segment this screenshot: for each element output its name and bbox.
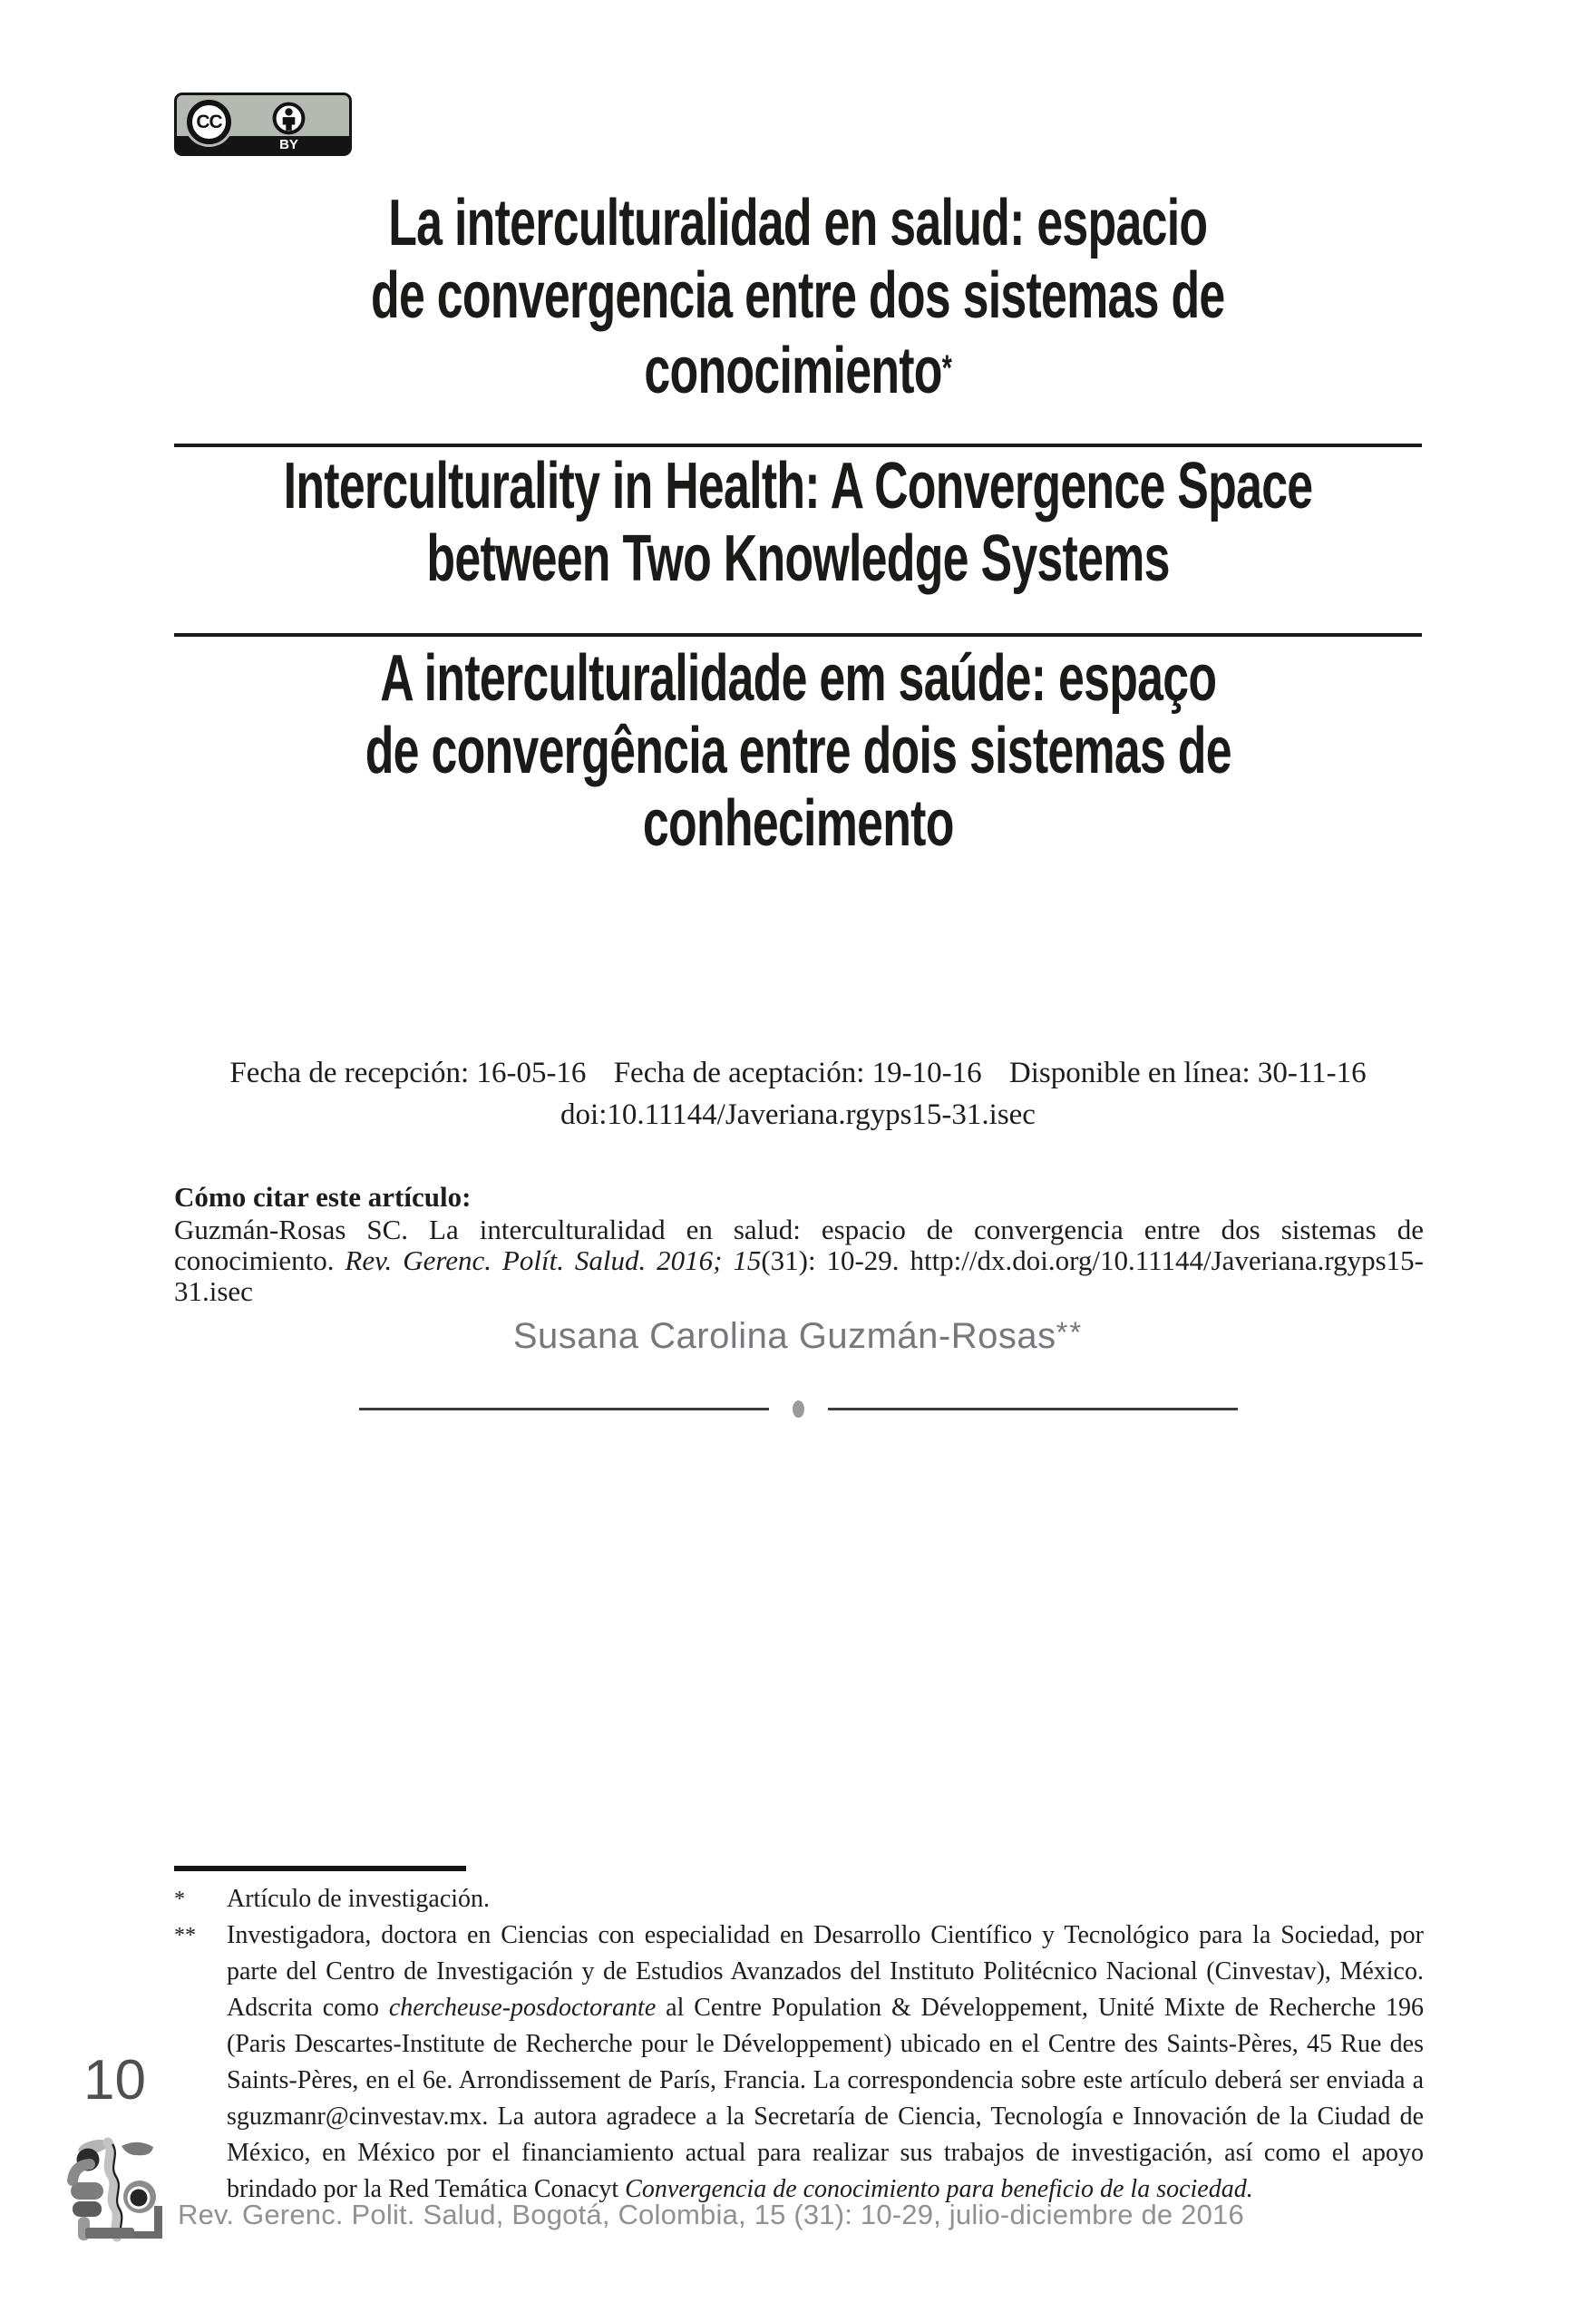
citation-block [174,1182,1424,1307]
journal-footer: Rev. Gerenc. Polit. Salud, Bogotá, Colombia, 15 (31): 10-29, julio-diciembre de 2016 [178,2199,1244,2230]
author-name: Susana Carolina Guzmán-Rosas** [512,1315,1084,1356]
footnote-marker-2: ** [174,1924,196,1947]
title-spanish-line-1: La interculturalidad en salud: espacio [388,187,1208,259]
title-english [0,450,1596,595]
title-spanish-line-3: conocimiento* [644,335,952,407]
divider-right-line [828,1408,1238,1410]
title-portuguese-line-3: conhecimento [642,787,954,860]
by-label: BY [279,137,298,152]
title-footnote-asterisk: * [941,348,952,388]
online-date: Disponible en línea: 30-11-16 [1008,1057,1367,1089]
footnote-italic-network: Convergencia de conocimiento para beneficio de la sociedad. [625,2175,1253,2203]
decorative-divider [0,1400,1596,1418]
footnote-text-1: Artículo de investigación. [227,1885,491,1913]
journal-logo-icon [65,2137,169,2246]
title-spanish [0,187,1596,407]
divider-left-line [359,1408,769,1410]
accepted-date: Fecha de aceptación: 19-10-16 [613,1057,982,1089]
footnote-separator-rule [174,1866,466,1871]
cc-label: CC [196,111,222,132]
author-footnote-mark: ** [1056,1315,1084,1349]
citation-journal-name: Rev. Gerenc. Polít. Salud. 2016; 15 [345,1244,762,1276]
footnote-italic-role: chercheuse-posdoctorante [388,1994,657,2022]
footnote-text-2: Investigadora, doctora en Ciencias con especialidad en Desarrollo Científico y Tecnológico para la Sociedad, por parte del Centro de Investigación y de Estudios Avanzados del Instituto Politécnico Nacional (Cinvestav), México. Adscrita como chercheuse-posdoctorante al Centre Population & Développement, Unité Mixte de Recherche 196 (Paris Descartes-Institute de Recherche pour le Développement) ubicado en el Centre des Saints-Pères, 45 Rue des Saints-Pères, en el 6e. Arrondissement de París, Francia. La correspondencia sobre este artículo deberá ser enviada a sguzmanr@cinvestav.mx. La autora agradece a la Secretaría de Ciencia, Tecnología e Innovación de la Ciudad de México, en México por el financiamiento actual para realizar sus trabajos de investigación, así como el apoyo brindado por la Red Temática Conacyt Convergencia de conocimiento para beneficio de la sociedad. [227,1921,1425,2203]
page-number: 10 [83,2049,146,2112]
footnote-marker-1: * [174,1888,185,1911]
footnote-author-bio [174,1917,1424,2208]
title-portuguese-line-2: de convergência entre dois sistemas de [365,715,1231,787]
title-english-line-2: between Two Knowledge Systems [426,522,1170,595]
cc-by-license-badge [174,93,352,156]
title-portuguese [0,642,1596,860]
citation-heading: Cómo citar este artículo: [174,1181,472,1213]
attribution-person-icon [272,102,306,135]
footnotes-block [174,1881,1424,2208]
received-date: Fecha de recepción: 16-05-16 [229,1057,587,1089]
title-english-line-1: Interculturality in Health: A Convergence Space [283,450,1313,522]
horizontal-rule-top [174,444,1422,447]
cc-logo-icon [187,100,231,144]
horizontal-rule-bottom [174,633,1422,637]
title-portuguese-line-1: A interculturalidade em saúde: espaço [379,642,1217,715]
doi-line: doi:10.11144/Javeriana.rgyps15-31.isec [560,1098,1036,1131]
footnote-article-type [174,1881,1424,1917]
citation-text: Guzmán-Rosas SC. La interculturalidad en salud: espacio de convergencia entre dos sistemas de conocimiento. Rev. Gerenc. Polít. Salud. 2016; 15(31): 10-29. http://dx.doi.org/10.11144/Javeriana.rgyps15-31.isec [174,1214,1425,1307]
reception-dates-line [0,1052,1596,1094]
reception-dates-block [0,1052,1596,1136]
title-spanish-line-2: de convergencia entre dos sistemas de [371,259,1225,332]
divider-dot [793,1400,804,1418]
